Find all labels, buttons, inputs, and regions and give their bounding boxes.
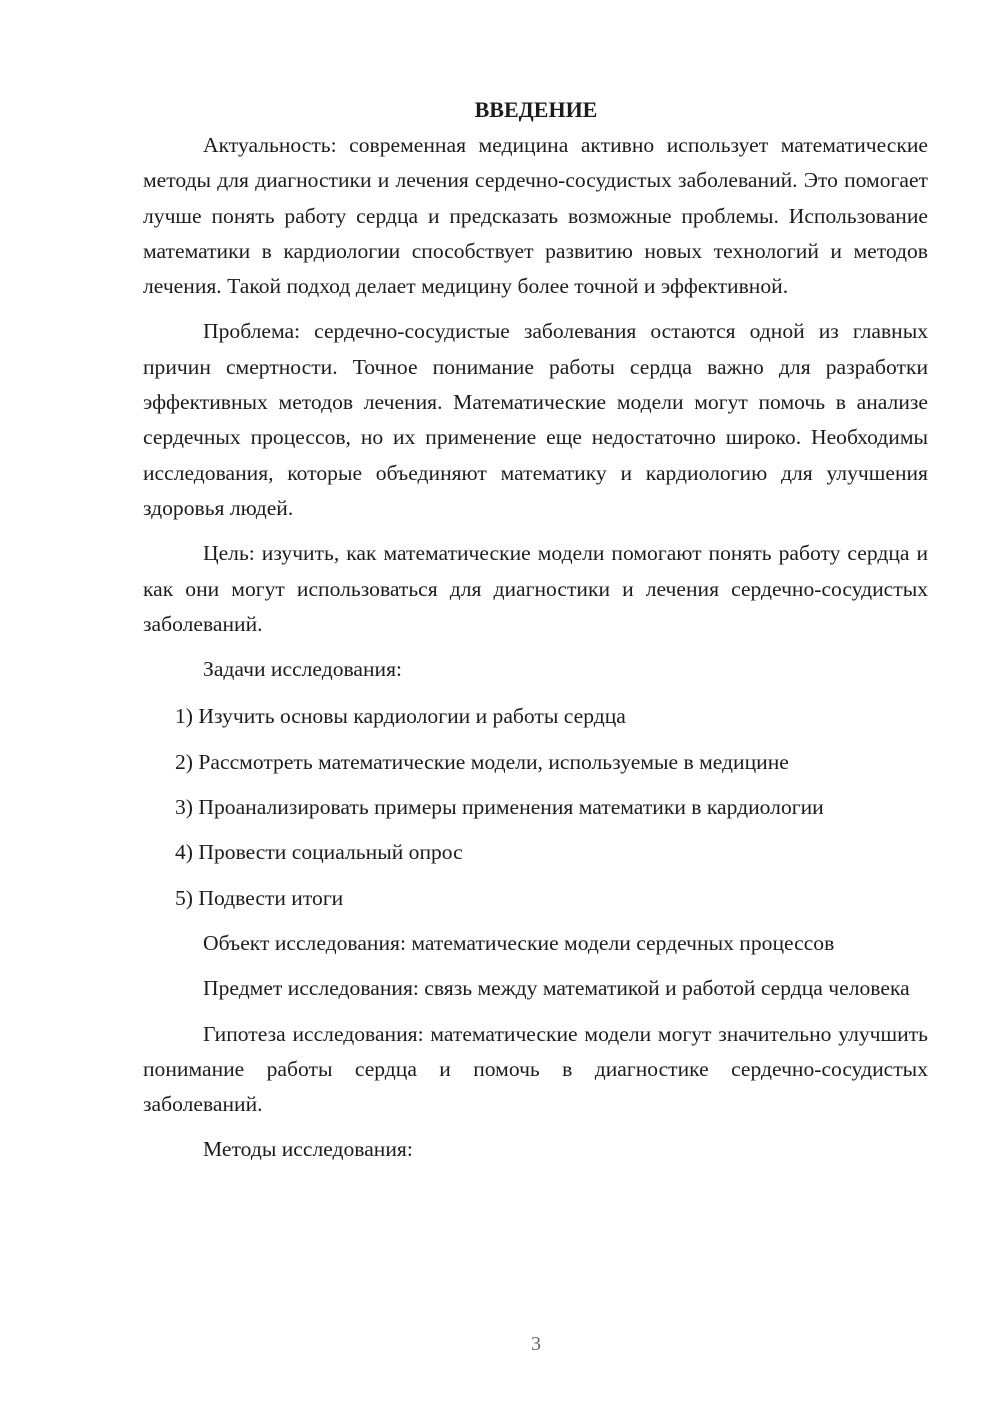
paragraph-problem: Проблема: сердечно-сосудистые заболевания остаются одной из главных причин смертности. Точное понимание работы сердца важно для разработки эффективных методов лечения. Математические модели могут помочь в анализе сердечных процессов, но их применение еще недостаточно широко. Необходимы исследования, которые объединяют математику и кардиологию для улучшения здоровья людей. bbox=[143, 319, 928, 520]
paragraph-object: Объект исследования: математические модели сердечных процессов bbox=[203, 930, 835, 955]
section-title: ВВЕДЕНИЕ bbox=[474, 97, 598, 122]
tasks-label: Задачи исследования: bbox=[203, 657, 403, 682]
task-item: 4) Провести социальный опрос bbox=[175, 840, 463, 865]
paragraph-relevance: Актуальность: современная медицина активно использует математические методы для диагностики и лечения сердечно-сосудистых заболеваний. Это помогает лучше понять работу сердца и предсказать возможные проблемы. Использование математики в кардиологии способствует развитию новых технологий и методов лечения. Такой подход делает медицину более точной и эффективной. bbox=[143, 133, 928, 299]
paragraph-goal: Цель: изучить, как математические модели помогают понять работу сердца и как они могут использоваться для диагностики и лечения сердечно-сосудистых заболеваний. bbox=[143, 541, 928, 636]
page-number: 3 bbox=[531, 1333, 541, 1355]
paragraph-subject: Предмет исследования: связь между математикой и работой сердца человека bbox=[203, 976, 910, 1001]
task-item: 1) Изучить основы кардиологии и работы сердца bbox=[175, 704, 626, 729]
task-item: 3) Проанализировать примеры применения математики в кардиологии bbox=[175, 795, 824, 820]
paragraph-hypothesis: Гипотеза исследования: математические модели могут значительно улучшить понимание работы сердца и помочь в диагностике сердечно-сосудистых заболеваний. bbox=[143, 1021, 928, 1117]
methods-label: Методы исследования: bbox=[203, 1137, 413, 1162]
document-page bbox=[143, 92, 928, 1168]
task-item: 5) Подвести итоги bbox=[175, 885, 344, 910]
task-item: 2) Рассмотреть математические модели, используемые в медицине bbox=[175, 749, 789, 774]
